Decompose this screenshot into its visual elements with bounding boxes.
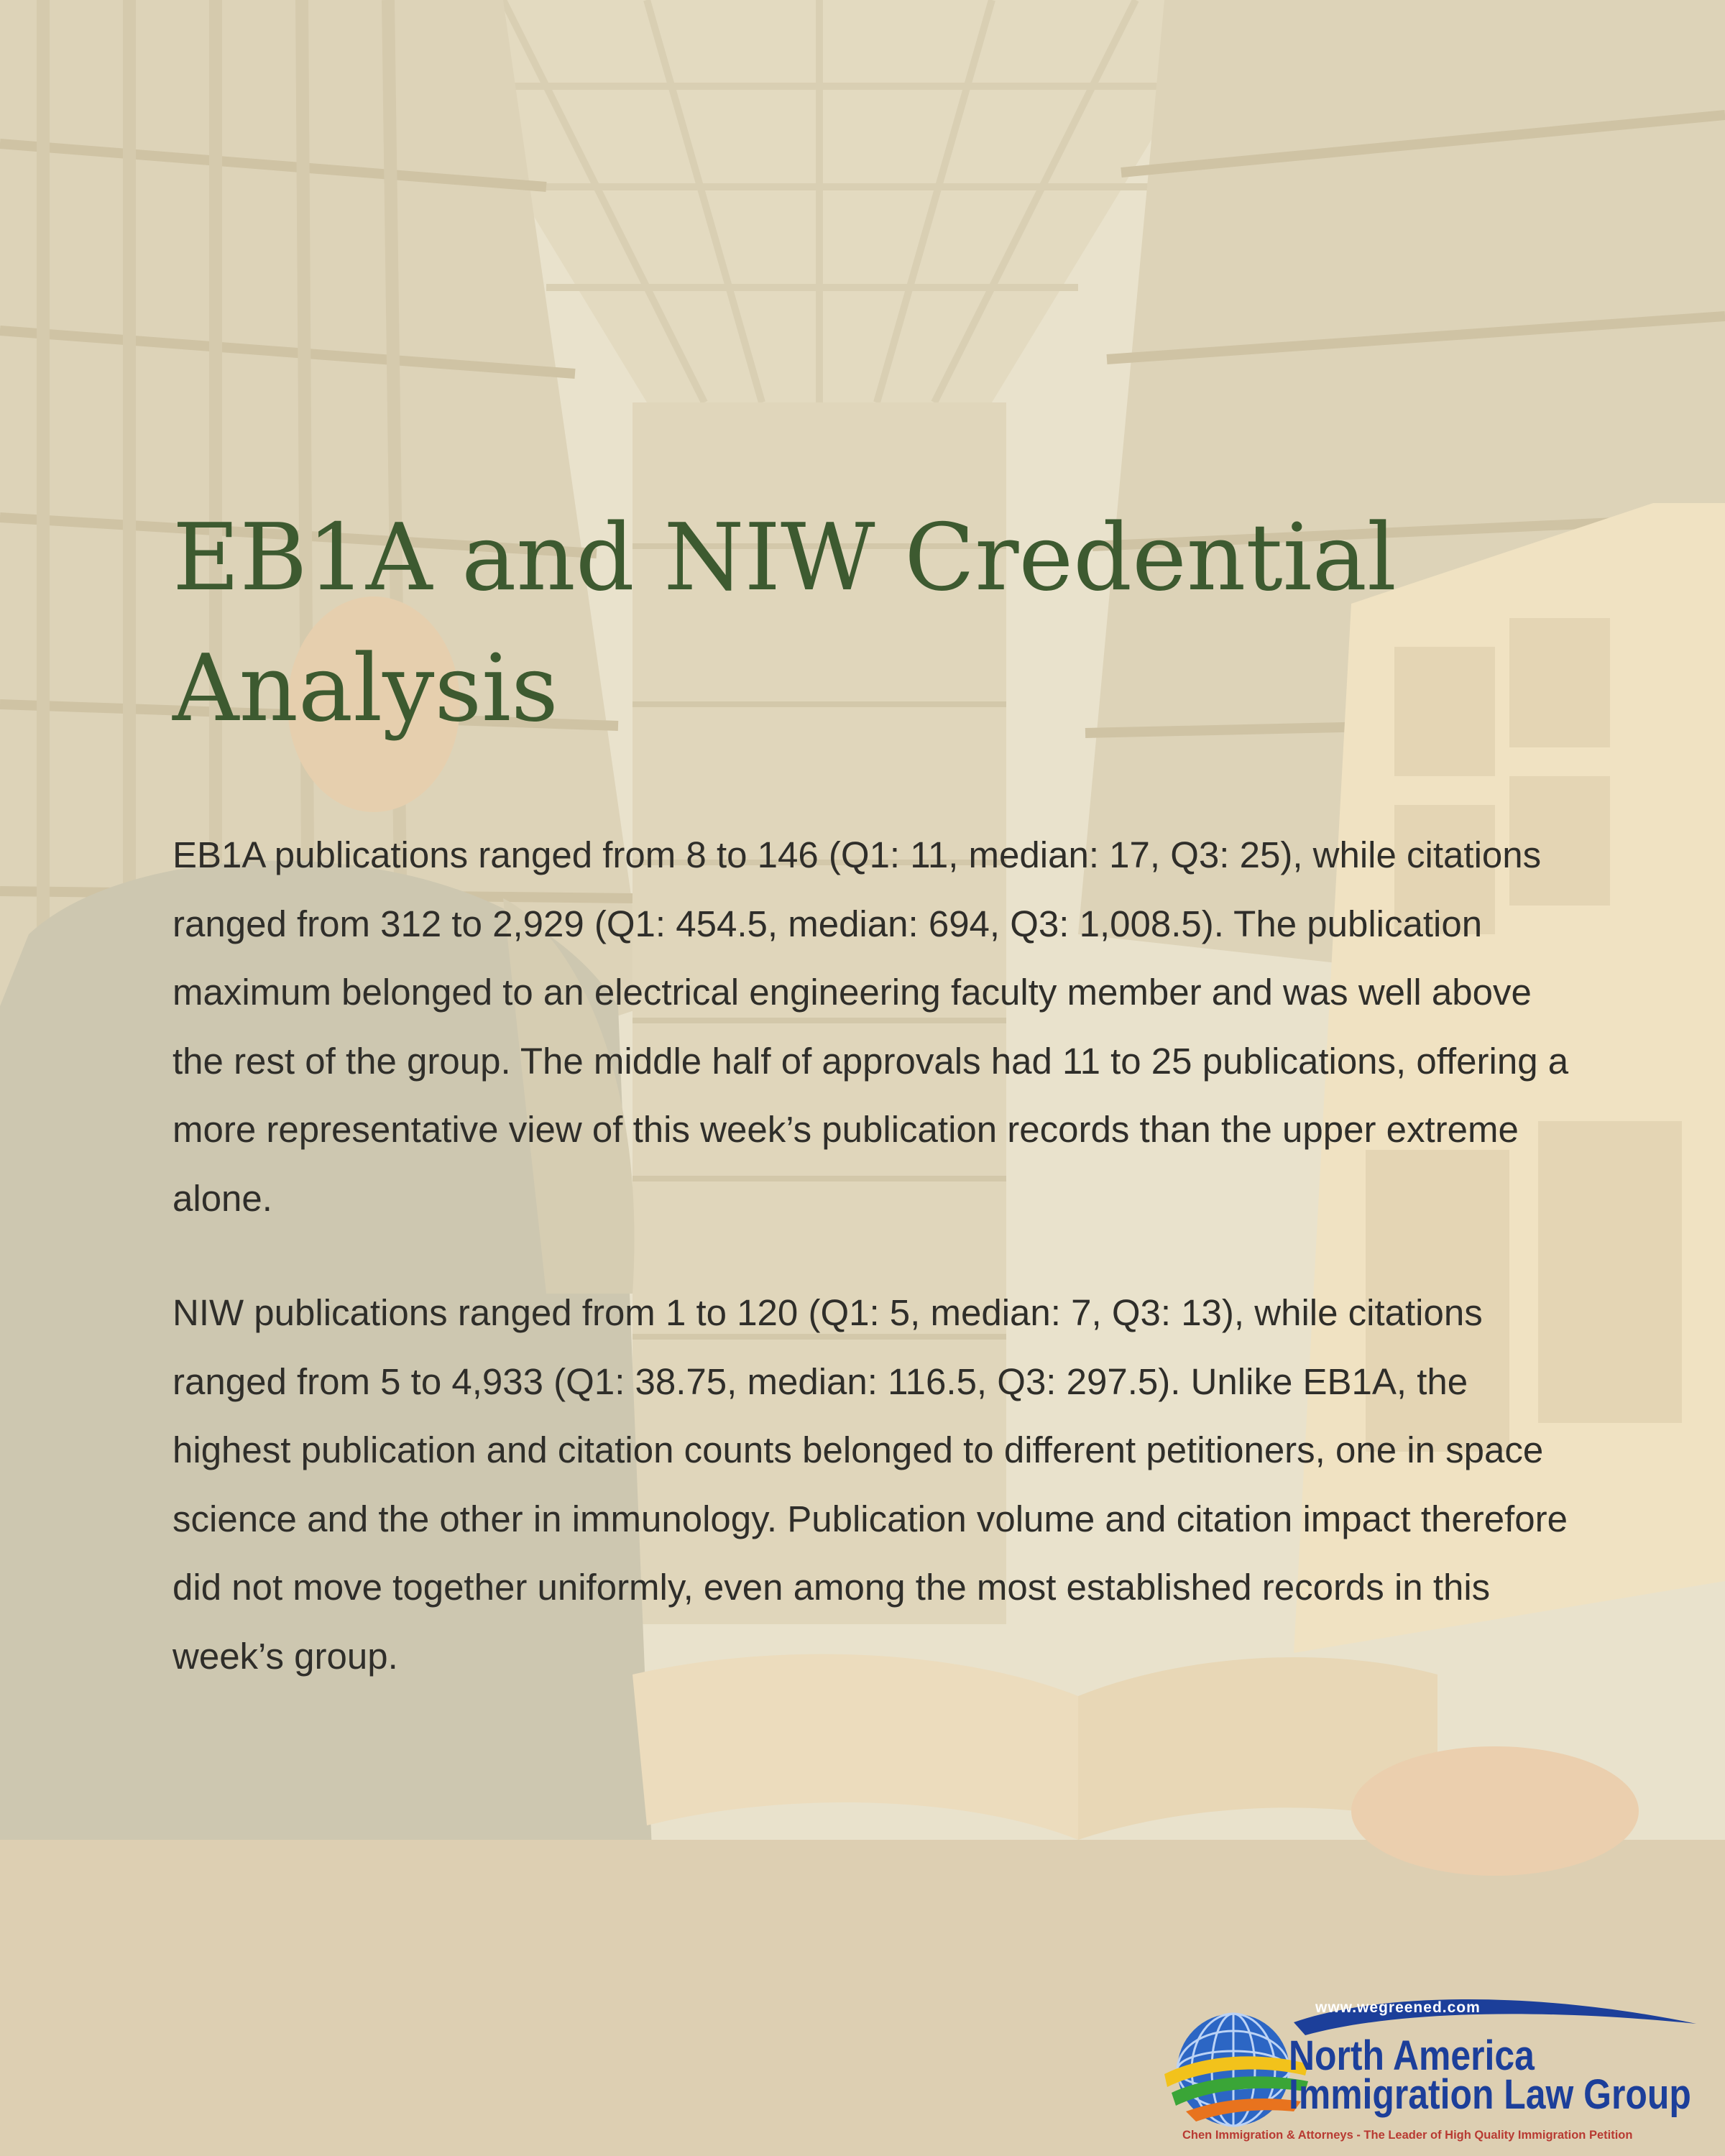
logo-name-line1: North America bbox=[1289, 2032, 1535, 2079]
logo-name-line2: Immigration Law Group bbox=[1289, 2071, 1691, 2118]
content-area bbox=[172, 493, 1581, 1690]
eb1a-paragraph: EB1A publications ranged from 8 to 146 (Q1: 11, median: 17, Q3: 25), while citations ranged from 312 to 2,929 (Q1: 454.5, median: 694, Q3: 1,008.5). The publication maximum belonged to an electrical engineering faculty member and was well above the rest of the group. The middle half of approvals had 11 to 25 publications, offering a more representative view of this week’s publication records than the upper extreme alone. bbox=[172, 834, 1569, 1219]
page-title: EB1A and NIW Credential Analysis bbox=[172, 505, 1397, 742]
logo-tagline: Chen Immigration & Attorneys - The Leader of High Quality Immigration Petition bbox=[1182, 2129, 1633, 2142]
company-logo bbox=[1164, 1995, 1711, 2149]
logo-url: www.wegreened.com bbox=[1315, 1999, 1481, 2016]
globe-icon bbox=[1164, 2014, 1308, 2126]
niw-paragraph: NIW publications ranged from 1 to 120 (Q1: 5, median: 7, Q3: 13), while citations ranged from 5 to 4,933 (Q1: 38.75, median: 116.5, Q3: 297.5). Unlike EB1A, the highest publication and citation counts belonged to different petitioners, one in space science and the other in immunology. Publication volume and citation impact therefore did not move together uniformly, even among the most established records in this week’s group. bbox=[172, 1292, 1568, 1677]
